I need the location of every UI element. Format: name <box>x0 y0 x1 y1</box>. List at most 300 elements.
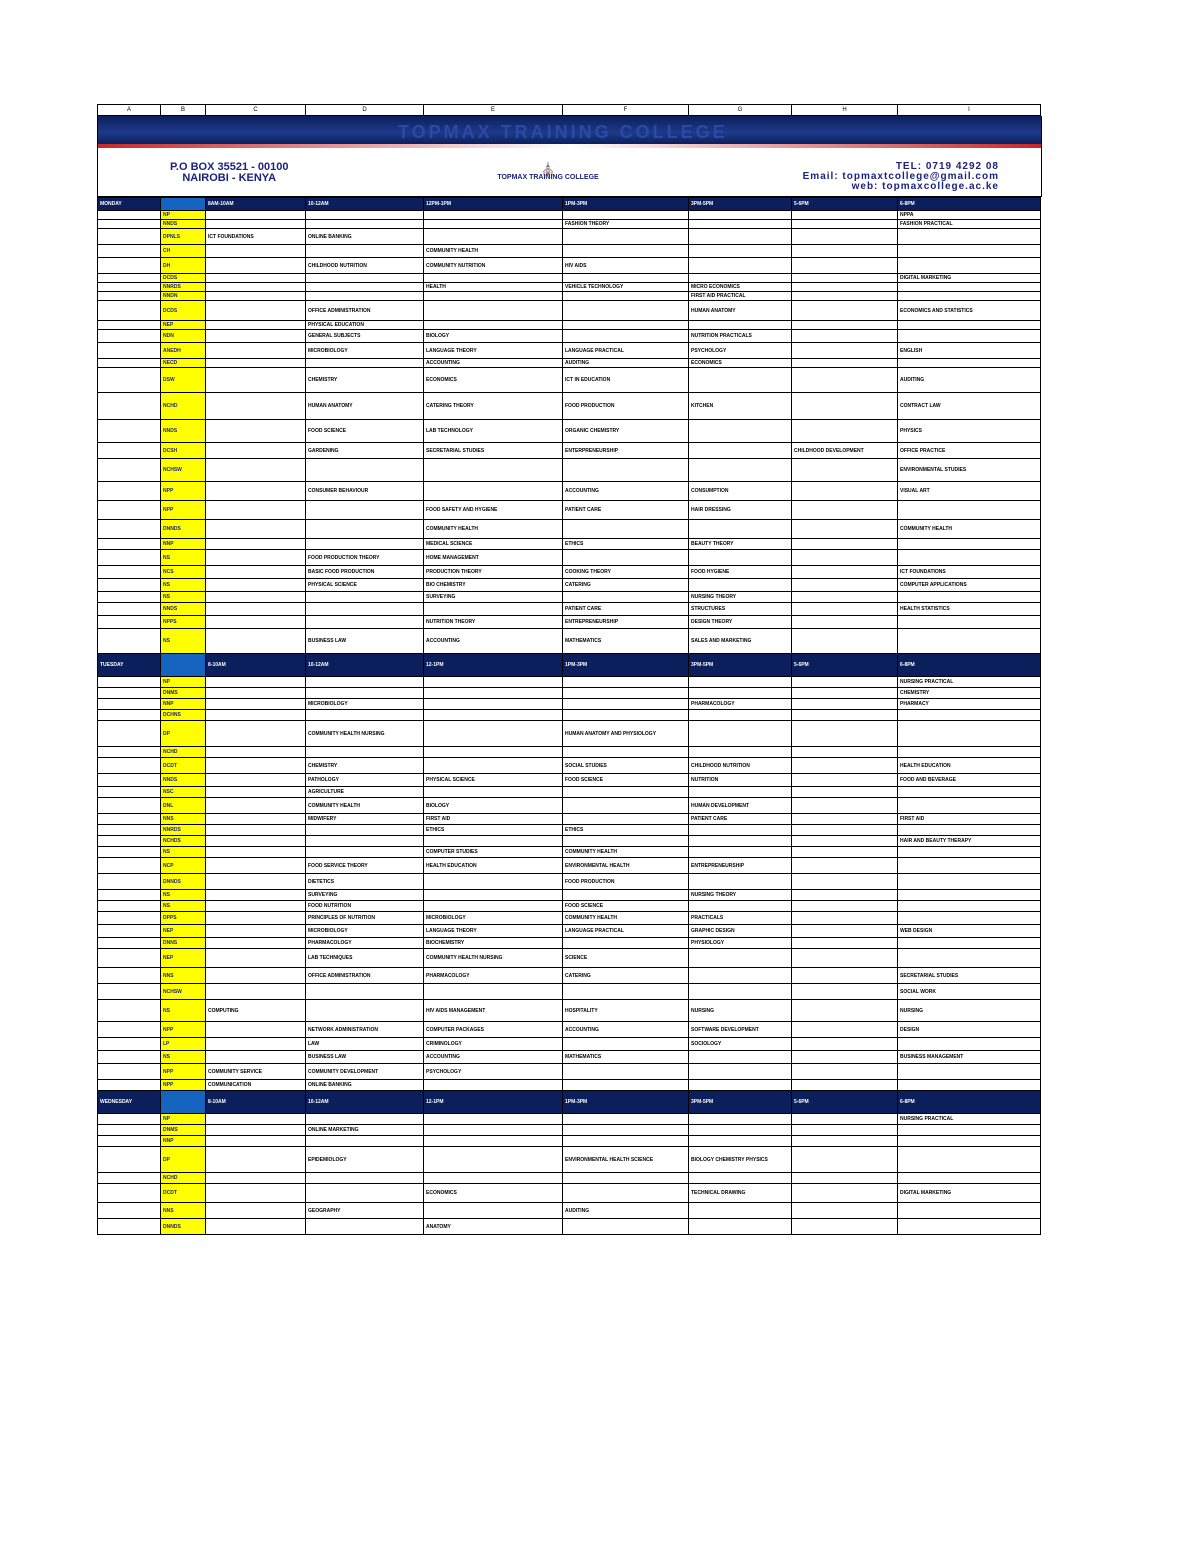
class-code: NNDS <box>161 774 206 787</box>
unit-cell <box>206 814 306 825</box>
unit-cell: FOOD HYGIENE <box>689 566 792 579</box>
day-cell <box>98 710 161 721</box>
class-code: DCDT <box>161 758 206 774</box>
class-code: NS <box>161 847 206 858</box>
unit-cell <box>424 1173 563 1184</box>
unit-cell <box>898 1136 1041 1147</box>
unit-cell: BIOLOGY <box>424 798 563 814</box>
unit-cell: SECRETARIAL STUDIES <box>898 968 1041 984</box>
unit-cell <box>898 292 1041 301</box>
unit-cell <box>424 229 563 245</box>
time-slot-header: 12-1PM <box>424 654 563 677</box>
unit-cell: ENVIRONMENTAL STUDIES <box>898 459 1041 482</box>
class-row <box>98 787 1041 798</box>
unit-cell <box>563 1136 689 1147</box>
class-row <box>98 874 1041 890</box>
unit-cell <box>898 550 1041 566</box>
day-cell <box>98 629 161 654</box>
unit-cell <box>792 1038 898 1051</box>
unit-cell: FOOD PRODUCTION <box>563 874 689 890</box>
unit-cell <box>792 592 898 603</box>
unit-cell <box>792 258 898 274</box>
unit-cell: COMMUNITY HEALTH NURSING <box>424 949 563 968</box>
class-column-header <box>161 198 206 211</box>
unit-cell <box>898 330 1041 343</box>
unit-cell: PHYSIOLOGY <box>689 938 792 949</box>
unit-cell <box>424 1080 563 1091</box>
unit-cell <box>563 459 689 482</box>
unit-cell <box>563 1125 689 1136</box>
day-cell <box>98 901 161 912</box>
class-code: NCHSW <box>161 984 206 1000</box>
unit-cell <box>792 1051 898 1064</box>
day-cell <box>98 847 161 858</box>
unit-cell: COMMUNITY HEALTH <box>424 520 563 539</box>
address-block <box>170 162 288 184</box>
unit-cell: PHYSICS <box>898 420 1041 443</box>
unit-cell <box>898 629 1041 654</box>
unit-cell: SURVEYING <box>424 592 563 603</box>
unit-cell <box>563 938 689 949</box>
unit-cell <box>306 1184 424 1203</box>
class-row <box>98 1203 1041 1219</box>
unit-cell <box>563 211 689 220</box>
unit-cell <box>689 459 792 482</box>
class-code: NCS <box>161 566 206 579</box>
unit-cell: SOCIOLOGY <box>689 1038 792 1051</box>
unit-cell <box>206 1173 306 1184</box>
unit-cell: NURSING THEORY <box>689 890 792 901</box>
unit-cell: COOKING THEORY <box>563 566 689 579</box>
day-cell <box>98 274 161 283</box>
unit-cell: MICROBIOLOGY <box>424 912 563 925</box>
unit-cell: NURSING PRACTICAL <box>898 1114 1041 1125</box>
unit-cell <box>792 968 898 984</box>
unit-cell <box>792 343 898 359</box>
unit-cell <box>306 1219 424 1235</box>
unit-cell: ENTREPRENEURSHIP <box>563 616 689 629</box>
unit-cell: KITCHEN <box>689 393 792 420</box>
unit-cell <box>424 721 563 747</box>
day-cell <box>98 798 161 814</box>
class-row <box>98 592 1041 603</box>
class-row <box>98 482 1041 501</box>
class-row <box>98 579 1041 592</box>
class-row <box>98 677 1041 688</box>
unit-cell <box>306 710 424 721</box>
unit-cell <box>424 901 563 912</box>
class-row <box>98 758 1041 774</box>
unit-cell <box>206 343 306 359</box>
unit-cell: HOSPITALITY <box>563 1000 689 1022</box>
column-header-cell: G <box>689 105 792 116</box>
unit-cell <box>792 550 898 566</box>
unit-cell: NPPA <box>898 211 1041 220</box>
day-cell <box>98 292 161 301</box>
unit-cell <box>792 814 898 825</box>
unit-cell <box>898 1038 1041 1051</box>
unit-cell <box>206 747 306 758</box>
unit-cell: ORGANIC CHEMISTRY <box>563 420 689 443</box>
day-cell <box>98 787 161 798</box>
unit-cell <box>792 825 898 836</box>
unit-cell: WEB DESIGN <box>898 925 1041 938</box>
unit-cell <box>689 874 792 890</box>
day-cell <box>98 1125 161 1136</box>
unit-cell <box>563 1173 689 1184</box>
unit-cell <box>898 283 1041 292</box>
class-code: NPP <box>161 1080 206 1091</box>
class-code: DNL <box>161 798 206 814</box>
unit-cell <box>206 1147 306 1173</box>
unit-cell <box>563 592 689 603</box>
unit-cell <box>792 603 898 616</box>
unit-cell <box>206 710 306 721</box>
unit-cell <box>206 688 306 699</box>
unit-cell <box>563 245 689 258</box>
unit-cell: AUDITING <box>563 359 689 368</box>
unit-cell <box>306 1000 424 1022</box>
unit-cell: LAB TECHNIQUES <box>306 949 424 968</box>
class-row <box>98 1038 1041 1051</box>
unit-cell <box>898 901 1041 912</box>
unit-cell: NURSING THEORY <box>689 592 792 603</box>
day-cell <box>98 1219 161 1235</box>
day-cell <box>98 579 161 592</box>
unit-cell <box>206 1125 306 1136</box>
unit-cell <box>424 220 563 229</box>
unit-cell <box>306 292 424 301</box>
unit-cell: ICT FOUNDATIONS <box>206 229 306 245</box>
unit-cell: ENTERPRENEURSHIP <box>563 443 689 459</box>
unit-cell <box>898 710 1041 721</box>
unit-cell <box>424 1203 563 1219</box>
class-row <box>98 825 1041 836</box>
day-cell <box>98 520 161 539</box>
unit-cell <box>206 912 306 925</box>
unit-cell: BIOLOGY CHEMISTRY PHYSICS <box>689 1147 792 1173</box>
class-code: DSW <box>161 368 206 393</box>
unit-cell <box>206 925 306 938</box>
class-code: NS <box>161 579 206 592</box>
unit-cell <box>424 984 563 1000</box>
class-code: NNDN <box>161 292 206 301</box>
class-code: NNDS <box>161 220 206 229</box>
unit-cell: SOCIAL WORK <box>898 984 1041 1000</box>
unit-cell: HUMAN ANATOMY <box>306 393 424 420</box>
college-banner <box>97 116 1042 197</box>
unit-cell: PHYSICAL SCIENCE <box>306 579 424 592</box>
column-header-cell: B <box>161 105 206 116</box>
unit-cell: PHARMACY <box>898 699 1041 710</box>
unit-cell <box>424 459 563 482</box>
unit-cell: COMPUTER STUDIES <box>424 847 563 858</box>
day-cell <box>98 774 161 787</box>
college-logo <box>478 164 618 181</box>
unit-cell: MICROBIOLOGY <box>306 925 424 938</box>
unit-cell: CATERING <box>563 579 689 592</box>
unit-cell: BUSINESS MANAGEMENT <box>898 1051 1041 1064</box>
unit-cell <box>898 258 1041 274</box>
unit-cell <box>792 984 898 1000</box>
unit-cell <box>206 787 306 798</box>
unit-cell: SOCIAL STUDIES <box>563 758 689 774</box>
class-row <box>98 274 1041 283</box>
unit-cell <box>306 984 424 1000</box>
class-row <box>98 616 1041 629</box>
unit-cell: ECONOMICS <box>689 359 792 368</box>
unit-cell: HIV AIDS MANAGEMENT <box>424 1000 563 1022</box>
unit-cell: PHARMACOLOGY <box>689 699 792 710</box>
unit-cell: FOOD SERVICE THEORY <box>306 858 424 874</box>
unit-cell <box>424 292 563 301</box>
time-slot-header: 3PM-5PM <box>689 654 792 677</box>
unit-cell <box>792 847 898 858</box>
unit-cell <box>792 1000 898 1022</box>
unit-cell: BUSINESS LAW <box>306 1051 424 1064</box>
unit-cell: PHYSICAL SCIENCE <box>424 774 563 787</box>
unit-cell <box>792 688 898 699</box>
unit-cell <box>792 283 898 292</box>
class-code: NEP <box>161 321 206 330</box>
time-slot-header: 5-6PM <box>792 1091 898 1114</box>
column-header-cell: D <box>306 105 424 116</box>
class-row <box>98 949 1041 968</box>
class-row <box>98 1173 1041 1184</box>
unit-cell <box>206 566 306 579</box>
unit-cell <box>792 1184 898 1203</box>
unit-cell: PATIENT CARE <box>563 603 689 616</box>
unit-cell <box>424 836 563 847</box>
unit-cell <box>689 836 792 847</box>
class-code: NCHSW <box>161 459 206 482</box>
unit-cell <box>206 420 306 443</box>
unit-cell <box>563 330 689 343</box>
unit-cell: TECHNICAL DRAWING <box>689 1184 792 1203</box>
time-slot-header: 10-12AM <box>306 654 424 677</box>
unit-cell <box>206 1184 306 1203</box>
unit-cell: ICT FOUNDATIONS <box>898 566 1041 579</box>
unit-cell <box>689 258 792 274</box>
day-cell <box>98 688 161 699</box>
class-code: DCDS <box>161 274 206 283</box>
unit-cell: CHEMISTRY <box>306 758 424 774</box>
day-cell <box>98 1136 161 1147</box>
unit-cell <box>306 1114 424 1125</box>
class-code: DP <box>161 721 206 747</box>
day-cell <box>98 1000 161 1022</box>
unit-cell <box>898 1064 1041 1080</box>
unit-cell <box>206 592 306 603</box>
contact-block <box>803 162 999 192</box>
class-code: DNMS <box>161 1125 206 1136</box>
time-slot-header: 10-12AM <box>306 198 424 211</box>
unit-cell <box>206 393 306 420</box>
unit-cell: PHARMACOLOGY <box>424 968 563 984</box>
unit-cell <box>898 539 1041 550</box>
banner-title: TOPMAX TRAINING COLLEGE <box>398 122 728 142</box>
unit-cell <box>792 1125 898 1136</box>
unit-cell <box>792 520 898 539</box>
day-cell <box>98 1184 161 1203</box>
unit-cell: GEOGRAPHY <box>306 1203 424 1219</box>
unit-cell: PATIENT CARE <box>563 501 689 520</box>
class-row <box>98 890 1041 901</box>
unit-cell <box>792 938 898 949</box>
unit-cell <box>898 858 1041 874</box>
unit-cell <box>206 616 306 629</box>
class-row <box>98 836 1041 847</box>
day-name: TUESDAY <box>98 654 161 677</box>
tel-text: TEL: 0719 4292 08 <box>895 161 999 172</box>
class-row <box>98 774 1041 787</box>
unit-cell <box>206 699 306 710</box>
unit-cell: MATHEMATICS <box>563 1051 689 1064</box>
unit-cell <box>206 949 306 968</box>
unit-cell: COMPUTER PACKAGES <box>424 1022 563 1038</box>
column-header-table <box>97 104 1041 116</box>
unit-cell <box>563 520 689 539</box>
unit-cell: COMMUNITY HEALTH <box>424 245 563 258</box>
class-row <box>98 1022 1041 1038</box>
unit-cell: CHILDHOOD NUTRITION <box>306 258 424 274</box>
unit-cell <box>306 1136 424 1147</box>
unit-cell <box>898 825 1041 836</box>
unit-cell: ACCOUNTING <box>424 359 563 368</box>
class-code: DCHNS <box>161 710 206 721</box>
unit-cell <box>898 229 1041 245</box>
time-slot-header: 5-6PM <box>792 198 898 211</box>
column-header-cell: H <box>792 105 898 116</box>
unit-cell: FOOD AND BEVERAGE <box>898 774 1041 787</box>
unit-cell: ANATOMY <box>424 1219 563 1235</box>
unit-cell: SCIENCE <box>563 949 689 968</box>
unit-cell: AUDITING <box>898 368 1041 393</box>
unit-cell <box>792 1219 898 1235</box>
class-code: NEP <box>161 925 206 938</box>
unit-cell: CHEMISTRY <box>898 688 1041 699</box>
unit-cell: NURSING <box>898 1000 1041 1022</box>
unit-cell <box>898 938 1041 949</box>
class-code: NCHD <box>161 393 206 420</box>
column-header-cell: F <box>563 105 689 116</box>
timetable-sheet <box>97 104 1040 1235</box>
unit-cell: NETWORK ADMINISTRATION <box>306 1022 424 1038</box>
unit-cell <box>306 245 424 258</box>
time-slot-header: 3PM-5PM <box>689 1091 792 1114</box>
class-row <box>98 747 1041 758</box>
unit-cell <box>563 292 689 301</box>
class-row <box>98 550 1041 566</box>
day-cell <box>98 359 161 368</box>
unit-cell <box>306 847 424 858</box>
unit-cell <box>689 721 792 747</box>
unit-cell <box>206 901 306 912</box>
class-row <box>98 443 1041 459</box>
unit-cell <box>306 747 424 758</box>
unit-cell: DIETETICS <box>306 874 424 890</box>
day-cell <box>98 912 161 925</box>
unit-cell: ENGLISH <box>898 343 1041 359</box>
unit-cell <box>206 520 306 539</box>
web-text: web: topmaxcollege.ac.ke <box>851 181 999 192</box>
unit-cell: PRACTICALS <box>689 912 792 925</box>
unit-cell: MEDICAL SCIENCE <box>424 539 563 550</box>
unit-cell <box>792 949 898 968</box>
column-header-cell: C <box>206 105 306 116</box>
unit-cell: PATIENT CARE <box>689 814 792 825</box>
unit-cell: CHILDHOOD NUTRITION <box>689 758 792 774</box>
day-cell <box>98 1173 161 1184</box>
unit-cell <box>206 968 306 984</box>
day-cell <box>98 968 161 984</box>
class-code: DPPS <box>161 912 206 925</box>
unit-cell: ACCOUNTING <box>424 629 563 654</box>
unit-cell <box>563 798 689 814</box>
unit-cell <box>898 501 1041 520</box>
unit-cell: SURVEYING <box>306 890 424 901</box>
unit-cell <box>206 220 306 229</box>
unit-cell <box>424 603 563 616</box>
unit-cell <box>563 677 689 688</box>
class-code: NP <box>161 1114 206 1125</box>
unit-cell: ETHICS <box>563 825 689 836</box>
unit-cell <box>792 321 898 330</box>
class-row <box>98 343 1041 359</box>
unit-cell: CONSUMER BEHAVIOUR <box>306 482 424 501</box>
unit-cell <box>206 482 306 501</box>
unit-cell <box>689 1203 792 1219</box>
time-slot-header: 10-12AM <box>306 1091 424 1114</box>
unit-cell <box>206 890 306 901</box>
unit-cell <box>898 747 1041 758</box>
unit-cell <box>563 301 689 321</box>
class-row <box>98 1064 1041 1080</box>
unit-cell <box>563 550 689 566</box>
unit-cell <box>306 677 424 688</box>
unit-cell: COMMUNITY SERVICE <box>206 1064 306 1080</box>
day-cell <box>98 616 161 629</box>
unit-cell <box>792 1173 898 1184</box>
unit-cell <box>206 501 306 520</box>
day-cell <box>98 245 161 258</box>
unit-cell <box>206 836 306 847</box>
unit-cell <box>689 847 792 858</box>
unit-cell <box>898 592 1041 603</box>
unit-cell <box>792 890 898 901</box>
day-cell <box>98 321 161 330</box>
unit-cell <box>424 710 563 721</box>
unit-cell: FOOD NUTRITION <box>306 901 424 912</box>
unit-cell: HEALTH STATISTICS <box>898 603 1041 616</box>
unit-cell <box>898 721 1041 747</box>
unit-cell <box>689 579 792 592</box>
day-cell <box>98 220 161 229</box>
unit-cell <box>689 787 792 798</box>
day-cell <box>98 1064 161 1080</box>
unit-cell <box>689 443 792 459</box>
unit-cell: HAIR AND BEAUTY THERAPY <box>898 836 1041 847</box>
unit-cell: AGRICULTURE <box>306 787 424 798</box>
class-row <box>98 539 1041 550</box>
unit-cell <box>792 1022 898 1038</box>
class-code: NCHD <box>161 747 206 758</box>
unit-cell <box>689 747 792 758</box>
unit-cell <box>206 603 306 616</box>
unit-cell: AUDITING <box>563 1203 689 1219</box>
unit-cell: MICROBIOLOGY <box>306 343 424 359</box>
unit-cell <box>206 579 306 592</box>
